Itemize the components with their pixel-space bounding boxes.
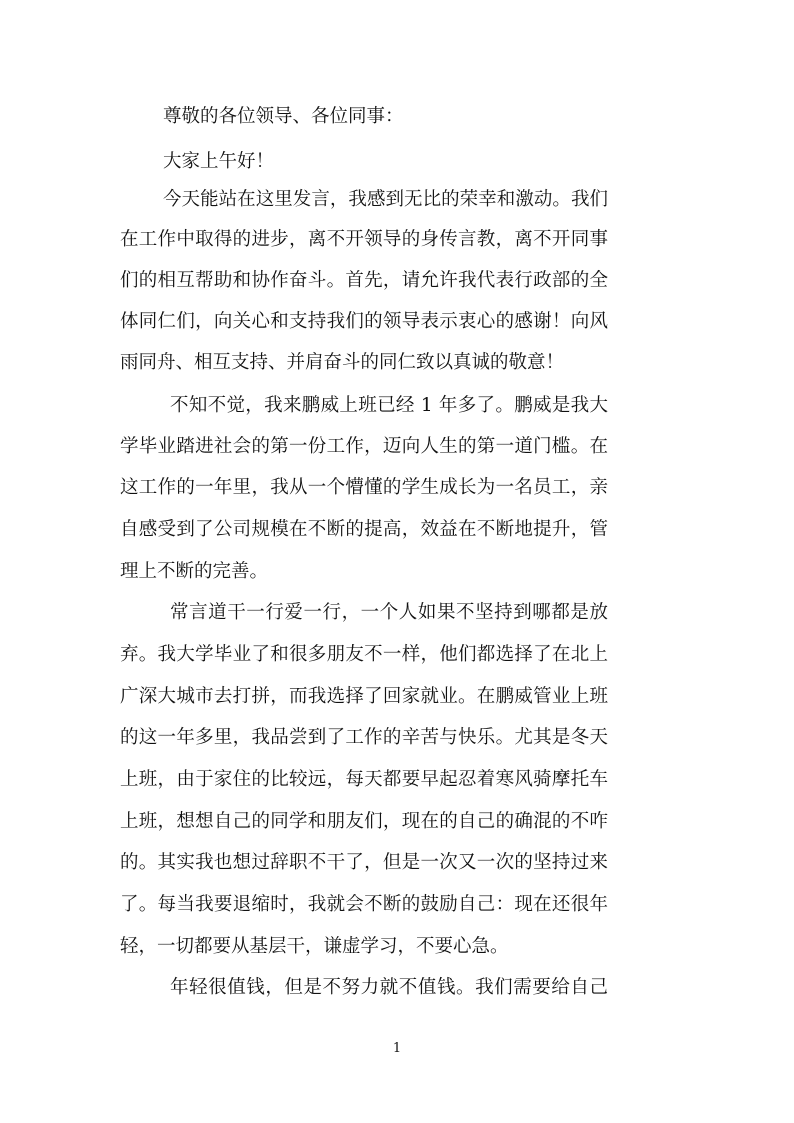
paragraph-line: 年轻很值钱，但是不努力就不值钱。我们需要给自己 <box>170 977 608 998</box>
paragraph-line: 这工作的一年里，我从一个懵懂的学生成长为一名员工，亲 <box>120 477 608 498</box>
salutation: 尊敬的各位领导、各位同事： <box>163 106 404 127</box>
paragraph-line: 不知不觉，我来鹏威上班已经 1 年多了。鹏威是我大 <box>170 395 608 416</box>
page-number: 1 <box>392 1041 402 1056</box>
paragraph-line: 上班，想想自己的同学和朋友们，现在的自己的确混的不咋 <box>120 811 608 832</box>
paragraph-line: 在工作中取得的进步，离不开领导的身传言教，离不开同事 <box>120 229 608 250</box>
paragraph-line: 弃。我大学毕业了和很多朋友不一样，他们都选择了在北上 <box>120 644 608 665</box>
paragraph-line: 了。每当我要退缩时，我就会不断的鼓励自己：现在还很年 <box>120 894 608 915</box>
paragraph-line: 学毕业踏进社会的第一份工作，迈向人生的第一道门槛。在 <box>120 436 608 457</box>
paragraph-line: 常言道干一行爱一行，一个人如果不坚持到哪都是放 <box>170 602 608 623</box>
paragraph-line: 上班，由于家住的比较远，每天都要早起忍着寒风骑摩托车 <box>120 769 608 790</box>
paragraph-line: 广深大城市去打拼，而我选择了回家就业。在鹏威管业上班 <box>120 686 608 707</box>
paragraph-line: 自感受到了公司规模在不断的提高，效益在不断地提升，管 <box>120 519 608 540</box>
paragraph-line: 体同仁们，向关心和支持我们的领导表示衷心的感谢！向风 <box>120 311 608 332</box>
paragraph-line: 的这一年多里，我品尝到了工作的辛苦与快乐。尤其是冬天 <box>120 727 608 748</box>
paragraph-line: 们的相互帮助和协作奋斗。首先，请允许我代表行政部的全 <box>120 270 608 291</box>
paragraph-line: 轻，一切都要从基层干，谦虚学习，不要心急。 <box>120 936 509 957</box>
paragraph-line: 理上不断的完善。 <box>120 561 269 582</box>
paragraph-line: 今天能站在这里发言，我感到无比的荣幸和激动。我们 <box>163 189 608 210</box>
paragraph-line: 雨同舟、相互支持、并肩奋斗的同仁致以真诚的敬意！ <box>120 352 565 373</box>
paragraph-line: 的。其实我也想过辞职不干了，但是一次又一次的坚持过来 <box>120 852 608 873</box>
greeting: 大家上午好！ <box>163 151 275 172</box>
